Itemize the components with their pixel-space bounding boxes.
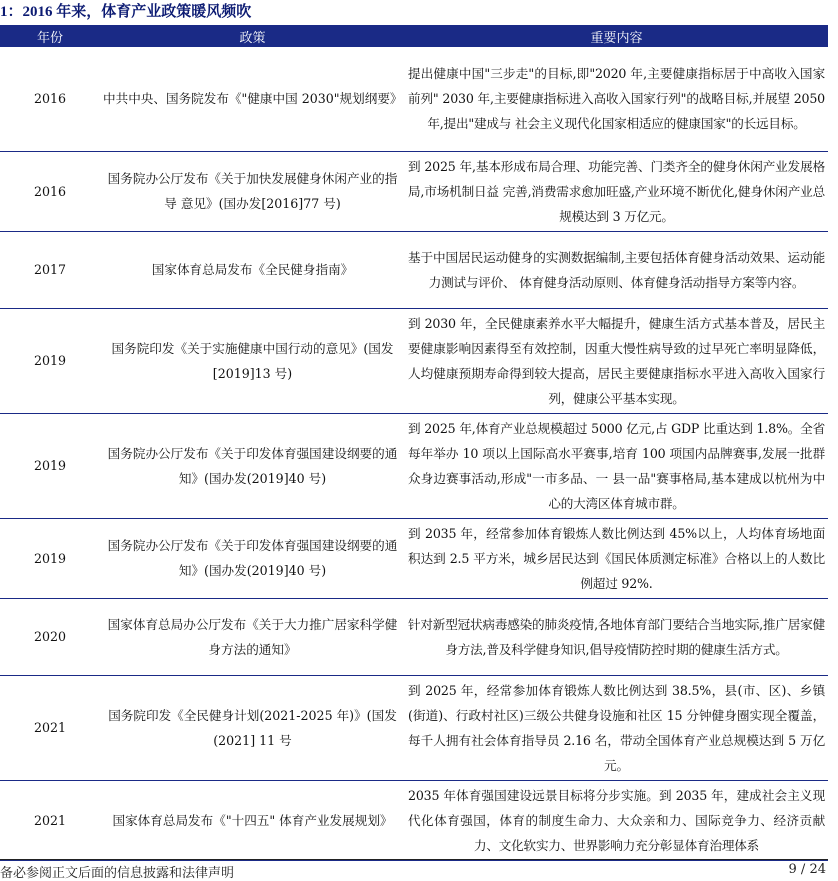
row-content: 2035 年体育强国建设远景目标将分步实施。到 2035 年，建成社会主义现代化体育强国，体育的制度生命力、大众亲和力、国际竞争力、经济贡献力、文化软实力、世界影响力充分彰显体育治理体系 bbox=[405, 780, 828, 860]
row-content: 针对新型冠状病毒感染的肺炎疫情,各地体育部门要结合当地实际,推广居家健身方法,普及科学健身知识,倡导疫情防控时期的健康生活方式。 bbox=[405, 598, 828, 675]
row-policy: 国家体育总局发布《"十四五" 体育产业发展规划》 bbox=[100, 780, 405, 860]
row-content: 提出健康中国"三步走"的目标,即"2020 年,主要健康指标居于中高收入国家前列" 2030 年,主要健康指标进入高收入国家行列"的战略目标,并展望 2050 年,提出"建成与 社会主义现代化国家相适应的健康国家"的长远目标。 bbox=[405, 47, 828, 151]
page-number: 9 / 24 bbox=[788, 862, 826, 877]
policy-table bbox=[0, 25, 828, 861]
row-content: 到 2025 年，经常参加体育锻炼人数比例达到 38.5%，县(市、区)、乡镇(街道)、行政村社区)三级公共健身设施和社区 15 分钟健身圈实现全覆盖，每千人拥有社会体育指导员 2.16 名，带动全国体育产业总规模达到 5 万亿元。 bbox=[405, 675, 828, 780]
row-year: 2016 bbox=[0, 47, 100, 151]
row-content: 到 2030 年，全民健康素养水平大幅提升，健康生活方式基本普及，居民主要健康影响因素得至有效控制，因重大慢性病导致的过早死亡率明显降低，人均健康预期寿命得到较大提高，居民主要健康指标水平进入高收入国家行列，健康公平基本实现。 bbox=[405, 308, 828, 413]
row-policy: 国家体育总局发布《全民健身指南》 bbox=[100, 231, 405, 308]
table-header-row bbox=[0, 25, 828, 47]
row-policy: 中共中央、国务院发布《"健康中国 2030"规划纲要》 bbox=[100, 47, 405, 151]
row-content: 到 2035 年，经常参加体育锻炼人数比例达到 45%以上，人均体育场地面积达到 2.5 平方米，城乡居民达到《国民体质测定标准》合格以上的人数比例超过 92%. bbox=[405, 518, 828, 598]
row-policy: 国务院办公厅发布《关于印发体育强国建设纲要的通知》(国办发(2019]40 号) bbox=[100, 413, 405, 518]
table-row bbox=[0, 47, 828, 151]
table-title: 1：2016 年来，体育产业政策暖风频吹 bbox=[0, 4, 252, 20]
table-row bbox=[0, 231, 828, 308]
table-row bbox=[0, 598, 828, 675]
table-row bbox=[0, 151, 828, 231]
footer-disclaimer: 备必参阅正文后面的信息披露和法律声明 bbox=[0, 866, 235, 881]
row-year: 2016 bbox=[0, 151, 100, 231]
table-row bbox=[0, 675, 828, 780]
row-content: 到 2025 年,基本形成布局合理、功能完善、门类齐全的健身休闲产业发展格局,市场机制日益 完善,消费需求愈加旺盛,产业环境不断优化,健身休闲产业总规模达到 3 万亿元。 bbox=[405, 151, 828, 231]
row-content: 到 2025 年,体育产业总规模超过 5000 亿元,占 GDP 比重达到 1.8%。全省每年举办 10 项以上国际高水平赛事,培育 100 项国内品牌赛事,发展一批群众身边赛事活动,形成"一市多品、一 县一品"赛事格局,基本建成以杭州为中心的大湾区体育城市群。 bbox=[405, 413, 828, 518]
table-row bbox=[0, 413, 828, 518]
footer-divider bbox=[0, 859, 828, 860]
row-year: 2019 bbox=[0, 413, 100, 518]
row-year: 2017 bbox=[0, 231, 100, 308]
header-year: 年份 bbox=[0, 25, 100, 47]
row-year: 2019 bbox=[0, 518, 100, 598]
table-row bbox=[0, 308, 828, 413]
row-year: 2020 bbox=[0, 598, 100, 675]
table-row bbox=[0, 518, 828, 598]
row-year: 2021 bbox=[0, 780, 100, 860]
row-policy: 国务院办公厅发布《关于加快发展健身休闲产业的指导 意见》(国办发[2016]77 号) bbox=[100, 151, 405, 231]
row-policy: 国务院办公厅发布《关于印发体育强国建设纲要的通知》(国办发(2019]40 号) bbox=[100, 518, 405, 598]
row-year: 2019 bbox=[0, 308, 100, 413]
row-policy: 国务院印发《全民健身计划(2021-2025 年)》(国发(2021] 11 号 bbox=[100, 675, 405, 780]
table-row bbox=[0, 780, 828, 860]
row-year: 2021 bbox=[0, 675, 100, 780]
header-content: 重要内容 bbox=[405, 25, 828, 47]
header-policy: 政策 bbox=[100, 25, 405, 47]
row-policy: 国家体育总局办公厅发布《关于大力推广居家科学健身方法的通知》 bbox=[100, 598, 405, 675]
row-policy: 国务院印发《关于实施健康中国行动的意见》(国发 [2019]13 号) bbox=[100, 308, 405, 413]
row-content: 基于中国居民运动健身的实测数据编制,主要包括体育健身活动效果、运动能力测试与评价、 体育健身活动原则、体育健身活动指导方案等内容。 bbox=[405, 231, 828, 308]
